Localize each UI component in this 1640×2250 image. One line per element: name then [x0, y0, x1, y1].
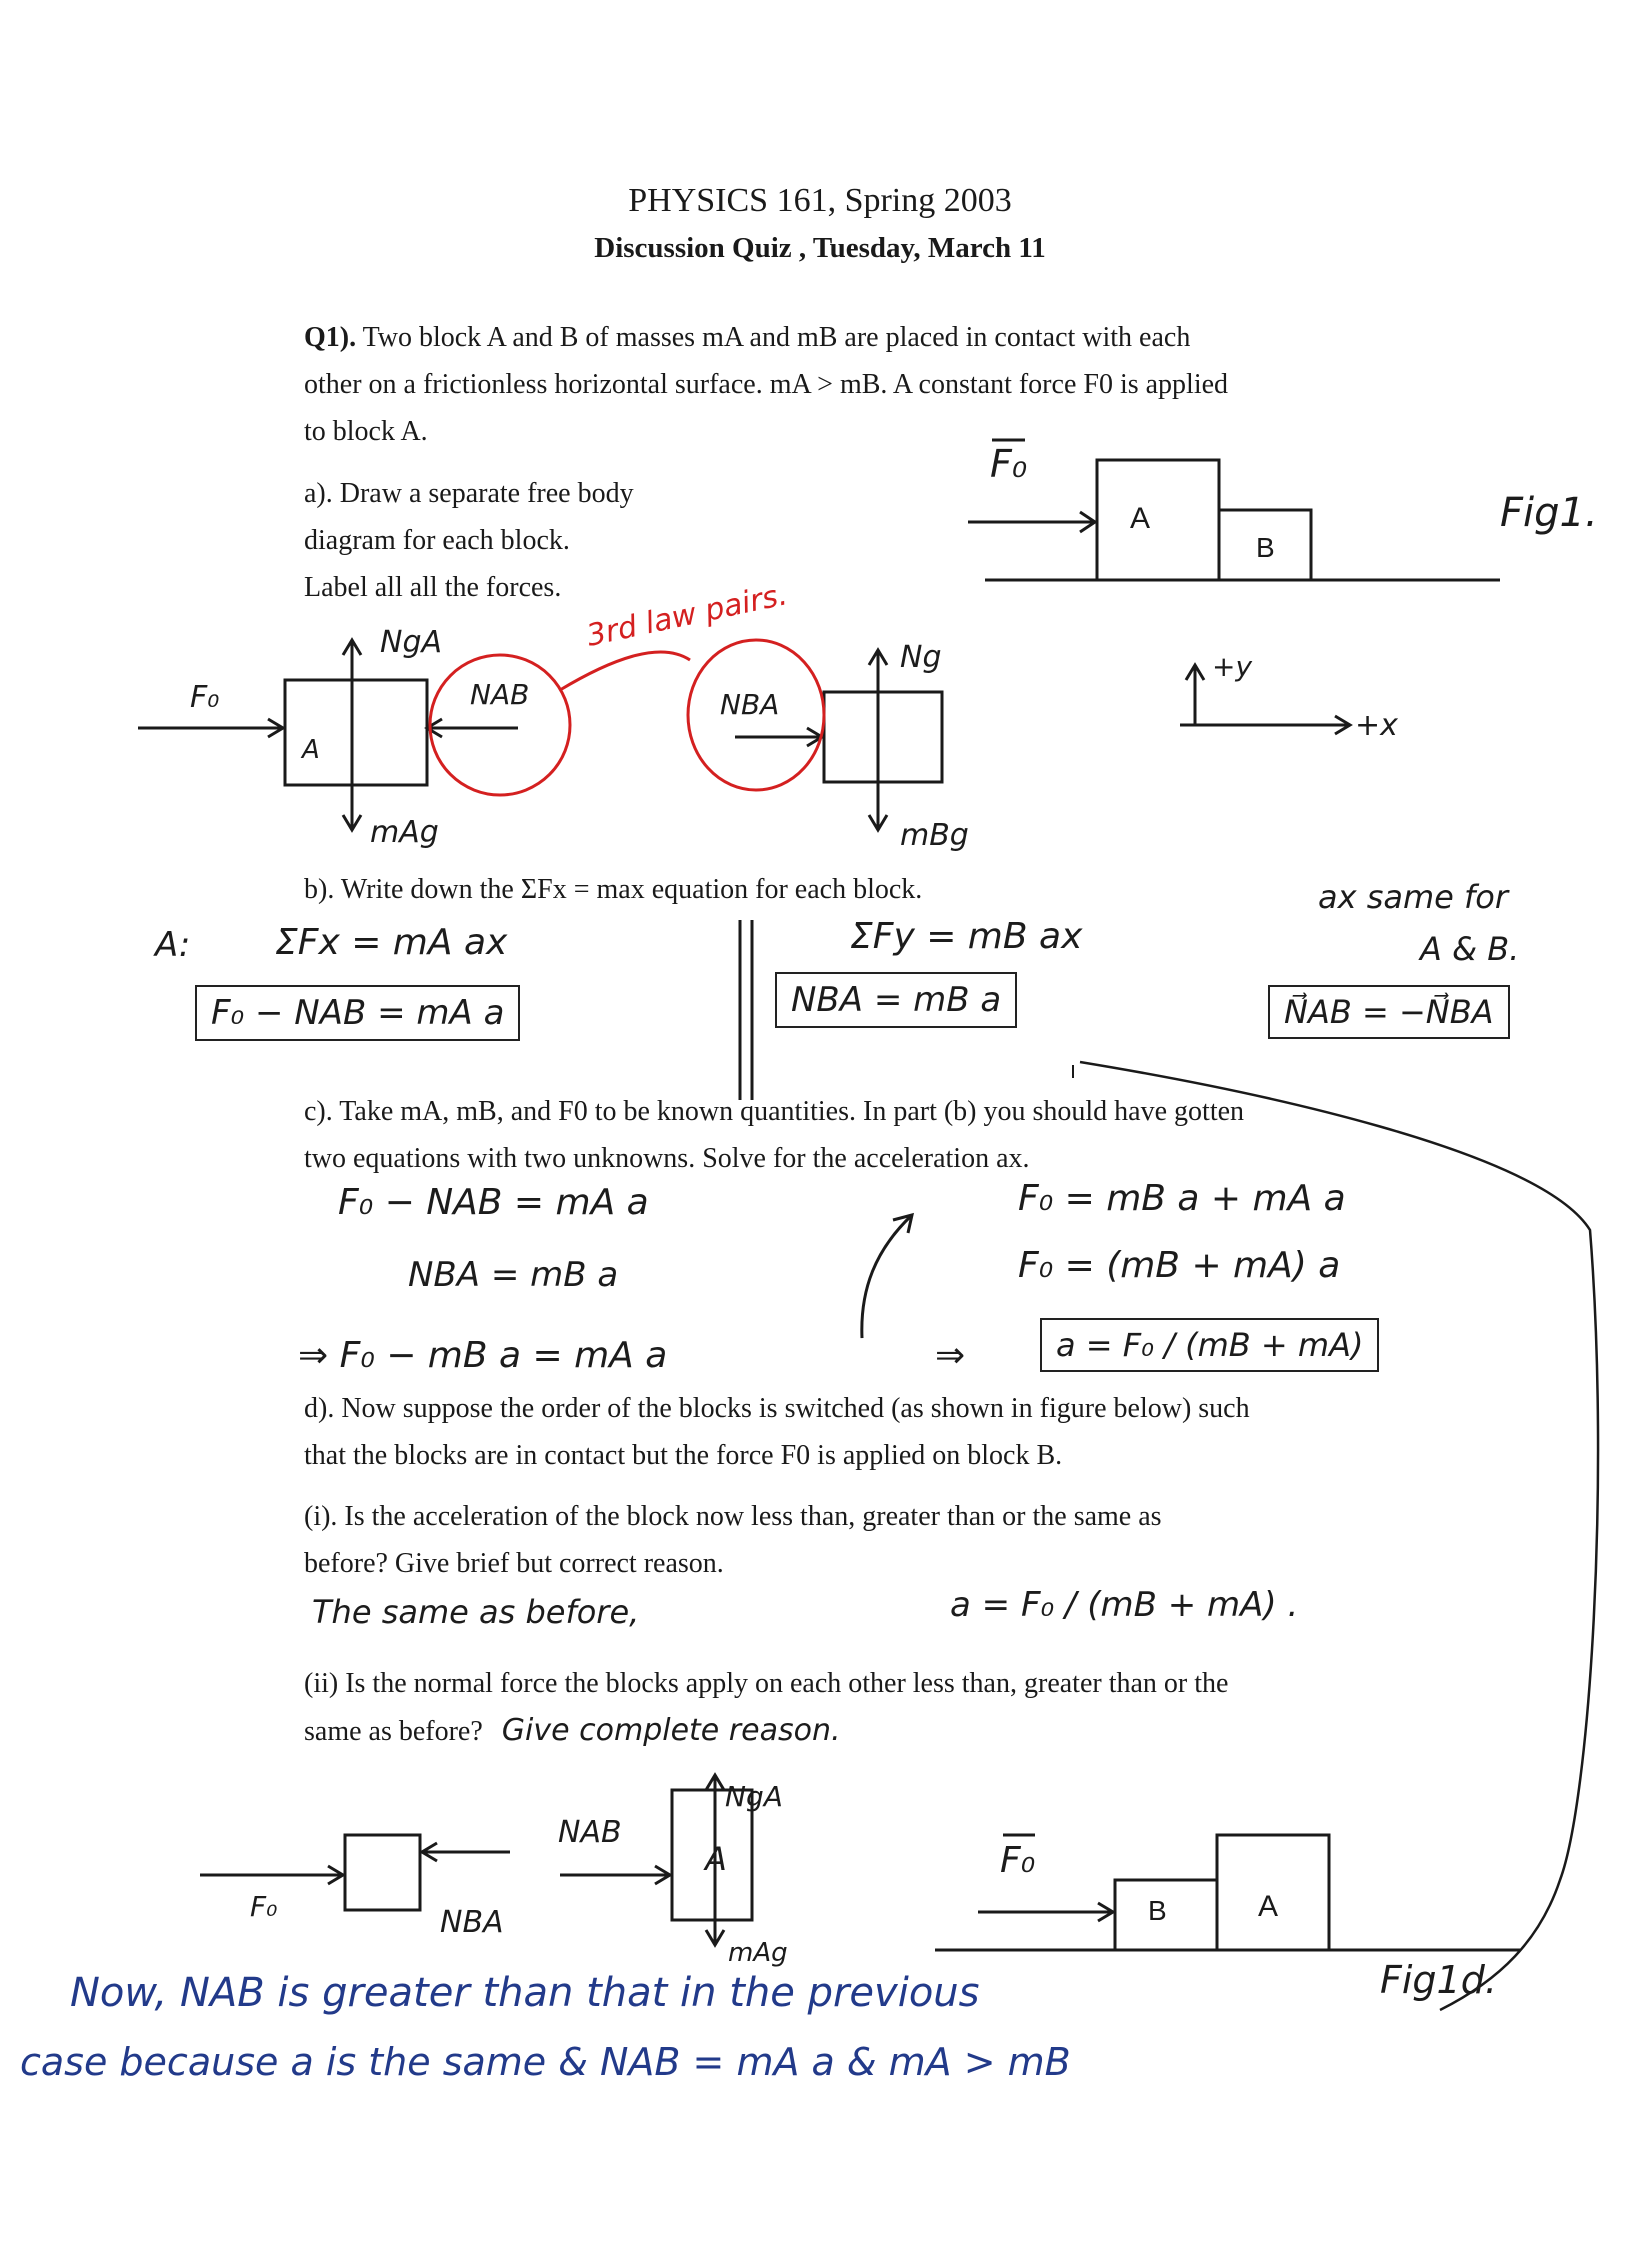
fig1-force-label: F₀: [990, 442, 1028, 486]
part-d-i: [304, 1493, 1584, 1587]
part-c-text-2: two equations with two unknowns. Solve for the acceleration ax.: [304, 1143, 1030, 1174]
fbd2-nab-label: NAB: [558, 1815, 622, 1850]
third-law-note: 3rd law pairs.: [583, 577, 791, 654]
fig1-block-a-label: A: [1130, 502, 1151, 535]
part-c-arrow: [862, 1215, 912, 1338]
axis-x-label: +x: [1355, 708, 1398, 743]
fbd-nab-label: NAB: [470, 678, 530, 711]
axes-diagram: [1180, 665, 1350, 734]
fig1-block-a: [1097, 460, 1219, 580]
column-separator: [740, 920, 752, 1100]
q1-intro-text-2: other on a frictionless horizontal surface. mA > mB. A constant force F0 is applied: [304, 369, 1229, 400]
part-d-i-text-1: (i). Is the acceleration of the block now less than, greater than or the same as: [304, 1501, 1162, 1532]
part-b-text: b). Write down the ΣFx = max equation for each block.: [304, 874, 923, 905]
part-c-left-1: F₀ − NAB = mA a: [338, 1182, 649, 1223]
fig1d-block-b-label: B: [1148, 1895, 1167, 1926]
part-c-right-1: F₀ = mB a + mA a: [1018, 1178, 1346, 1219]
part-b-note-1: ax same for: [1318, 878, 1509, 916]
fbd2-f0-label: F₀: [250, 1890, 278, 1923]
part-c-right-2: F₀ = (mB + mA) a: [1018, 1245, 1341, 1286]
part-d-text-2: that the blocks are in contact but the force F0 is applied on block B.: [304, 1440, 1063, 1471]
fig1d-caption: Fig1d.: [1380, 1958, 1497, 2002]
answer-line-1: Now, NAB is greater than that in the previous: [70, 1970, 980, 2016]
fbd2-block-label: A: [705, 1840, 727, 1878]
fig1-caption: Fig1.: [1500, 490, 1598, 536]
part-b-eq2-box: NBA = mB a: [775, 972, 1017, 1028]
q1-intro-text-1: Two block A and B of masses mA and mB are placed in contact with each: [362, 322, 1191, 353]
part-d-text-1: d). Now suppose the order of the blocks is switched (as shown in figure below) such: [304, 1393, 1250, 1424]
fbd-mag-label: mAg: [370, 815, 439, 850]
part-d-ii-line-2: [304, 1707, 1584, 1755]
part-c-result-box: a = F₀ / (mB + mA): [1040, 1318, 1379, 1372]
fbd2-nga-label: NgA: [725, 1780, 783, 1813]
fbd-mbg-label: mBg: [900, 818, 969, 853]
fbd-ng-label: Ng: [900, 640, 942, 675]
fbd-nga-label: NgA: [380, 625, 443, 660]
red-loop-nab: [430, 655, 570, 795]
part-c-text-1: c). Take mA, mB, and F0 to be known quantities. In part (b) you should have gotten: [304, 1096, 1245, 1127]
part-b-eq1-box: F₀ − NAB = mA a: [195, 985, 520, 1041]
axis-y-label: +y: [1212, 650, 1253, 683]
part-d-ii-text-2: same as before?: [304, 1716, 483, 1747]
q1-label: Q1).: [304, 322, 357, 353]
fbd-b-box: [824, 692, 942, 782]
fbd2-block-b-box: [345, 1835, 420, 1910]
fig1-block-b-label: B: [1256, 532, 1275, 563]
part-d: [304, 1385, 1584, 1479]
part-d-ii-text-1: (ii) Is the normal force the blocks apply on each other less than, greater than or the: [304, 1668, 1229, 1699]
part-b-note-box: N⃗AB = −N⃗BA: [1268, 985, 1510, 1039]
part-c-right-3-arrow: ⇒: [935, 1335, 966, 1376]
fbd2-mag-label: mAg: [728, 1938, 788, 1968]
part-c: [304, 1088, 1584, 1182]
red-loop-link: [560, 652, 690, 690]
fig1-diagram: [968, 440, 1500, 580]
part-a-text-2: diagram for each block.: [304, 525, 570, 556]
part-c-left-2: NBA = mB a: [408, 1255, 619, 1295]
q1-intro-text-3: to block A.: [304, 416, 428, 447]
part-d-ii-prompt: Give complete reason.: [501, 1713, 841, 1748]
part-d-i-text-2: before? Give brief but correct reason.: [304, 1548, 724, 1579]
fbd2-nba-label: NBA: [440, 1905, 504, 1940]
fig1d-force-label: F₀: [1000, 1840, 1036, 1881]
page-title: PHYSICS 161, Spring 2003: [628, 182, 1012, 219]
part-d-i-formula: a = F₀ / (mB + mA) .: [950, 1585, 1299, 1625]
part-b-eq1: ΣFx = mA ax: [275, 922, 508, 963]
fbd-nba-label: NBA: [720, 688, 780, 721]
fbd-f0-label: F₀: [190, 680, 220, 715]
part-a-text-1: a). Draw a separate free body: [304, 478, 634, 509]
answer-line-2: case because a is the same & NAB = mA a & mA > mB: [20, 2040, 1071, 2084]
part-a-text-3: Label all all the forces.: [304, 572, 562, 603]
part-b-note-2: A & B.: [1420, 930, 1520, 968]
part-c-left-3: ⇒ F₀ − mB a = mA a: [298, 1335, 668, 1376]
page-subtitle: Discussion Quiz , Tuesday, March 11: [594, 232, 1046, 264]
part-b-eq2: ΣFy = mB ax: [850, 916, 1083, 957]
fig1d-block-a-label: A: [1258, 1890, 1279, 1923]
fbd-block-b: [735, 650, 942, 830]
fbd-block-a-label: A: [302, 735, 320, 765]
part-d-ii: [304, 1660, 1584, 1755]
fbd-a-box: [285, 680, 427, 785]
part-b-a-label: A:: [155, 925, 191, 965]
part-d-i-answer: The same as before,: [312, 1593, 640, 1631]
